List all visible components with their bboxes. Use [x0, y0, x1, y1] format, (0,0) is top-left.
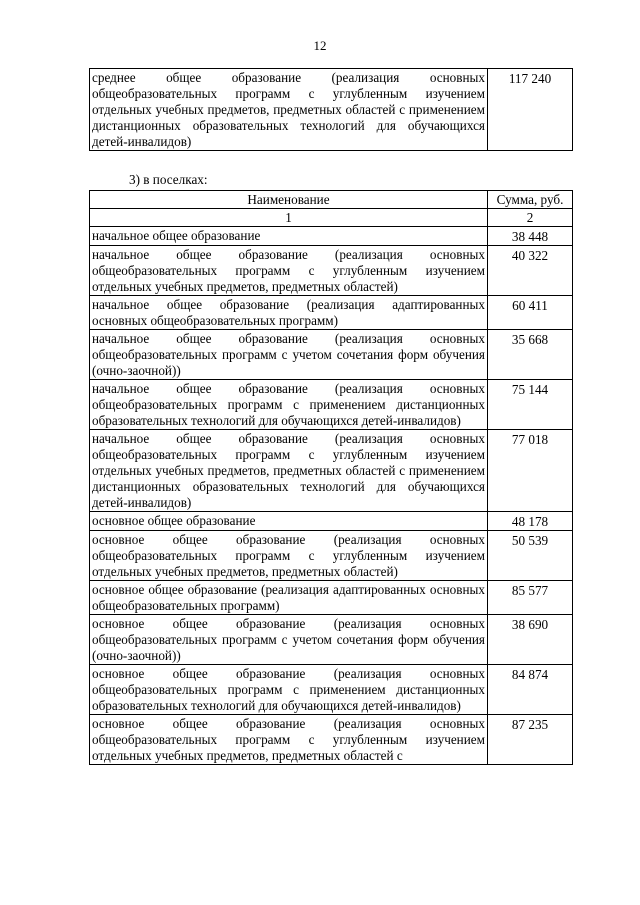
row-name: основное общее образование (реализация основных общеобразовательных программ с учетом сочетания форм обучения (очно-заочной)) — [90, 615, 488, 665]
row-value: 35 668 — [488, 330, 573, 380]
row-value: 87 235 — [488, 715, 573, 765]
page-number: 12 — [313, 38, 327, 53]
table-row — [90, 430, 573, 512]
row-name: начальное общее образование — [90, 227, 488, 246]
column-header-name: Наименование — [90, 191, 488, 209]
table-row — [90, 512, 573, 531]
row-value: 75 144 — [488, 380, 573, 430]
row-name: основное общее образование (реализация адаптированных основных общеобразовательных программ) — [90, 581, 488, 615]
table-row — [90, 665, 573, 715]
column-number-value: 2 — [488, 209, 573, 227]
row-value: 38 690 — [488, 615, 573, 665]
main-table — [89, 190, 573, 765]
row-value: 60 411 — [488, 296, 573, 330]
row-name: начальное общее образование (реализация основных общеобразовательных программ с углубленным изучением отдельных учебных предметов, предметных областей с применением дистанционных образовательных технологий для обучающихся детей-инвалидов) — [90, 430, 488, 512]
row-name: основное общее образование (реализация основных общеобразовательных программ с углубленным изучением отдельных учебных предметов, предметных областей) — [90, 531, 488, 581]
row-value: 84 874 — [488, 665, 573, 715]
row-name: начальное общее образование (реализация основных общеобразовательных программ с углубленным изучением отдельных учебных предметов, предметных областей) — [90, 246, 488, 296]
row-value: 117 240 — [488, 69, 573, 151]
row-name: начальное общее образование (реализация адаптированных основных общеобразовательных программ) — [90, 296, 488, 330]
row-value: 85 577 — [488, 581, 573, 615]
section-label: 3) в поселках: — [129, 172, 208, 187]
table-row — [90, 296, 573, 330]
table-row — [90, 581, 573, 615]
row-name: основное общее образование — [90, 512, 488, 531]
row-name: основное общее образование (реализация основных общеобразовательных программ с применением дистанционных образовательных технологий для обучающихся детей-инвалидов) — [90, 665, 488, 715]
table-header-row — [90, 191, 573, 209]
row-value: 40 322 — [488, 246, 573, 296]
table-numbering-row — [90, 209, 573, 227]
top-table — [89, 68, 573, 151]
row-name: основное общее образование (реализация основных общеобразовательных программ с углубленным изучением отдельных учебных предметов, предметных областей с — [90, 715, 488, 765]
table-row — [90, 380, 573, 430]
table-row — [90, 715, 573, 765]
row-name: среднее общее образование (реализация основных общеобразовательных программ с углубленным изучением отдельных учебных предметов, предметных областей с применением дистанционных образовательных технологий для обучающихся детей-инвалидов) — [90, 69, 488, 151]
row-name: начальное общее образование (реализация основных общеобразовательных программ с учетом сочетания форм обучения (очно-заочной)) — [90, 330, 488, 380]
row-name: начальное общее образование (реализация основных общеобразовательных программ с применением дистанционных образовательных технологий для обучающихся детей-инвалидов) — [90, 380, 488, 430]
table-row — [90, 69, 573, 151]
table-row — [90, 227, 573, 246]
column-header-value: Сумма, руб. — [488, 191, 573, 209]
row-value: 48 178 — [488, 512, 573, 531]
table-row — [90, 531, 573, 581]
table-row — [90, 246, 573, 296]
table-row — [90, 330, 573, 380]
table-row — [90, 615, 573, 665]
column-number-name: 1 — [90, 209, 488, 227]
row-value: 38 448 — [488, 227, 573, 246]
row-value: 50 539 — [488, 531, 573, 581]
row-value: 77 018 — [488, 430, 573, 512]
